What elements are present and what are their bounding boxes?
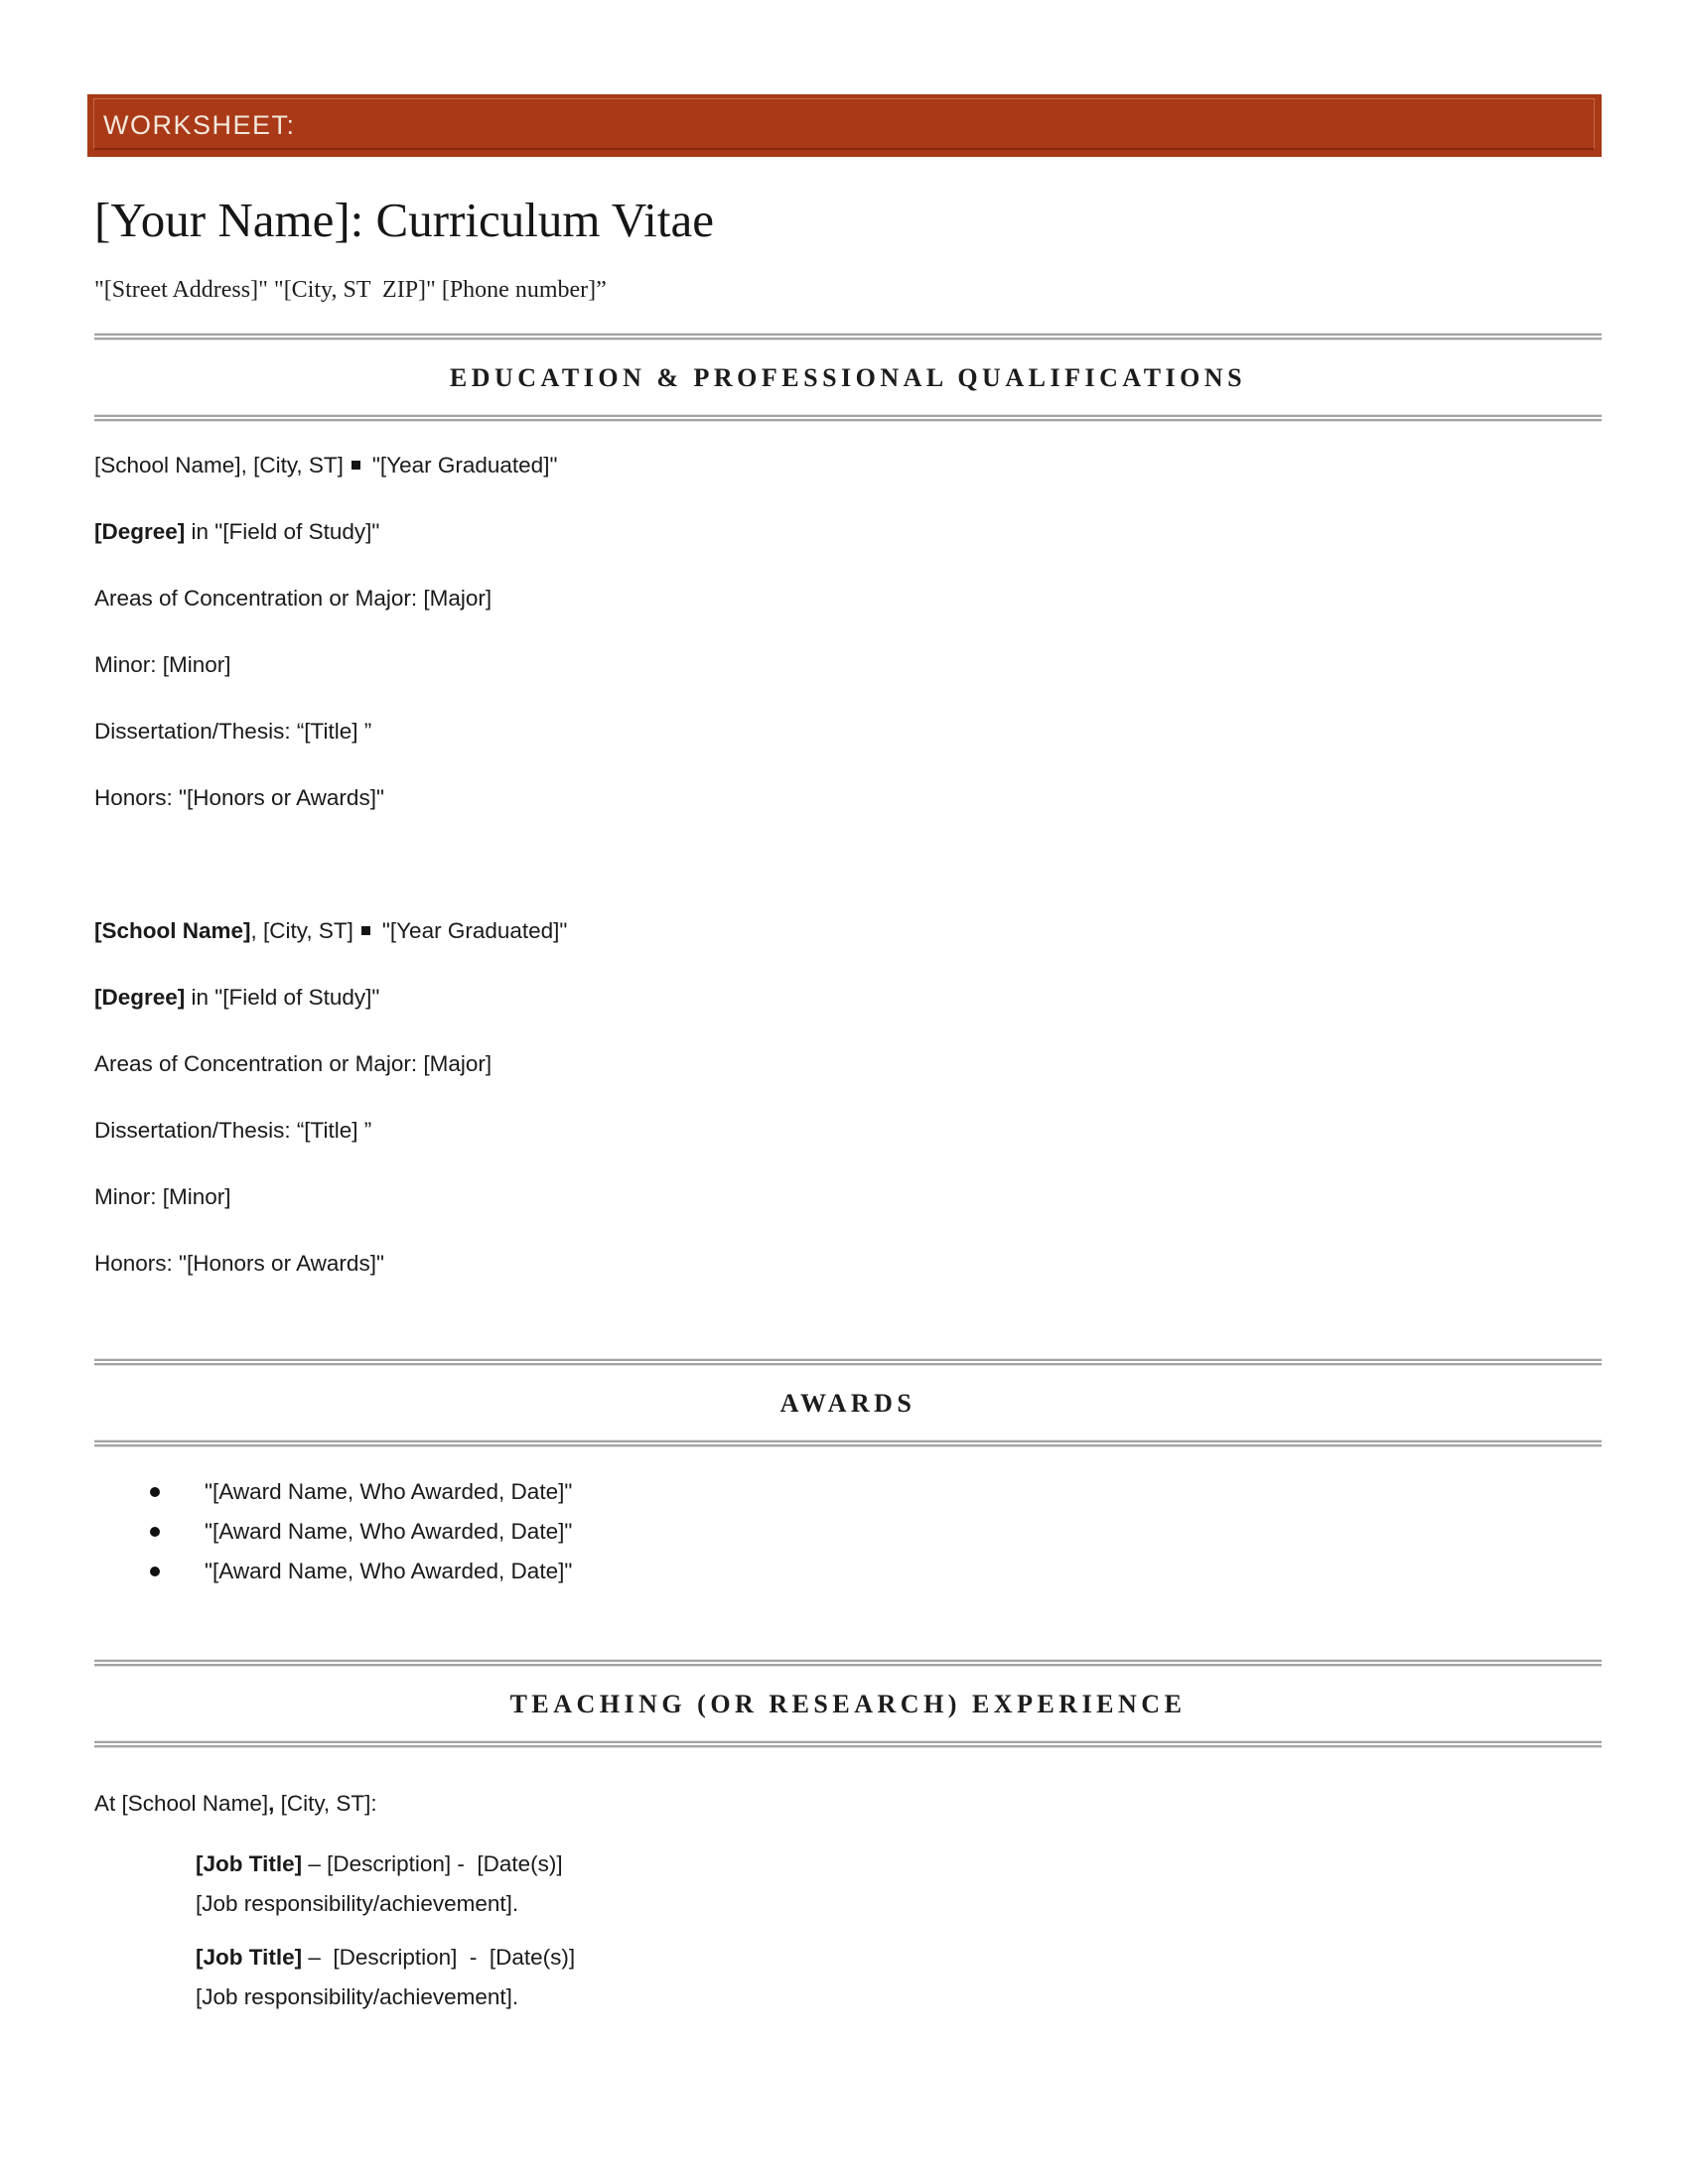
section-divider-bottom-education (94, 415, 1602, 421)
bullet-icon (150, 1527, 160, 1537)
award-text: "[Award Name, Who Awarded, Date]" (205, 1558, 573, 1583)
contact-line: "[Street Address]" "[City, ST ZIP]" [Phone number]” (94, 276, 607, 303)
education-section (94, 451, 1602, 1279)
intro-comma: , (268, 1790, 275, 1816)
award-item (94, 1552, 1602, 1591)
award-text: "[Award Name, Who Awarded, Date]" (205, 1518, 573, 1544)
bullet-icon (150, 1567, 160, 1576)
dissertation-line: Dissertation/Thesis: “[Title] ” (94, 718, 372, 744)
minor-line: Minor: [Minor] (94, 1183, 231, 1209)
school-location: , [City, ST] (240, 452, 344, 478)
award-text: "[Award Name, Who Awarded, Date]" (205, 1478, 573, 1504)
degree-name: [Degree] (94, 518, 186, 544)
degree-field: in "[Field of Study]" (185, 984, 380, 1010)
degree-line (94, 983, 1602, 1013)
job-title-line (196, 1938, 1602, 1978)
major-line: Areas of Concentration or Major: [Major] (94, 585, 492, 611)
section-divider-bottom-awards (94, 1440, 1602, 1446)
minor-line: Minor: [Minor] (94, 651, 231, 677)
honors-line: Honors: "[Honors or Awards]" (94, 784, 384, 810)
section-heading-awards: AWARDS (779, 1388, 916, 1418)
job-title-line (196, 1844, 1602, 1884)
education-entry-1 (94, 451, 1602, 813)
school-name: [School Name] (94, 917, 251, 943)
awards-list (94, 1472, 1602, 1591)
job-responsibility-line: [Job responsibility/achievement]. (196, 1983, 519, 2009)
section-heading-education: EDUCATION & PROFESSIONAL QUALIFICATIONS (449, 362, 1247, 392)
school-line (94, 451, 1602, 480)
job-title: [Job Title] (196, 1850, 303, 1876)
school-name: [School Name] (94, 452, 241, 478)
degree-field: in "[Field of Study]" (185, 518, 380, 544)
section-divider-bottom-teaching (94, 1741, 1602, 1747)
banner-label: WORKSHEET: (103, 110, 296, 140)
teaching-section (94, 1789, 1602, 2017)
job-entries (196, 1844, 1602, 2017)
square-bullet-icon (352, 461, 360, 470)
education-entry-2 (94, 916, 1602, 1279)
school-location: , [City, ST] (250, 917, 353, 943)
job-responsibility-line: [Job responsibility/achievement]. (196, 1890, 519, 1916)
page-title: [Your Name]: Curriculum Vitae (94, 193, 714, 247)
job-title-detail: – [Description] - [Date(s)] (302, 1850, 563, 1876)
teaching-intro-line (94, 1789, 1602, 1819)
dissertation-line: Dissertation/Thesis: “[Title] ” (94, 1117, 372, 1143)
worksheet-banner (87, 94, 1602, 157)
awards-section (94, 1472, 1602, 1591)
intro-school: At [School Name] (94, 1790, 269, 1816)
year-graduated: "[Year Graduated]" (381, 917, 568, 943)
job-title: [Job Title] (196, 1944, 303, 1970)
square-bullet-icon (361, 926, 370, 935)
document-page (94, 94, 1602, 2017)
honors-line: Honors: "[Honors or Awards]" (94, 1250, 384, 1276)
award-item (94, 1472, 1602, 1512)
job-title-detail: – [Description] - [Date(s)] (302, 1944, 576, 1970)
job-entry-2 (196, 1938, 1602, 2017)
job-entry-1 (196, 1844, 1602, 1924)
major-line: Areas of Concentration or Major: [Major] (94, 1050, 492, 1076)
award-item (94, 1512, 1602, 1552)
degree-line (94, 517, 1602, 547)
school-line (94, 916, 1602, 946)
degree-name: [Degree] (94, 984, 186, 1010)
year-graduated: "[Year Graduated]" (371, 452, 558, 478)
bullet-icon (150, 1487, 160, 1497)
intro-location: [City, ST]: (274, 1790, 377, 1816)
section-heading-teaching: TEACHING (OR RESEARCH) EXPERIENCE (509, 1689, 1187, 1718)
